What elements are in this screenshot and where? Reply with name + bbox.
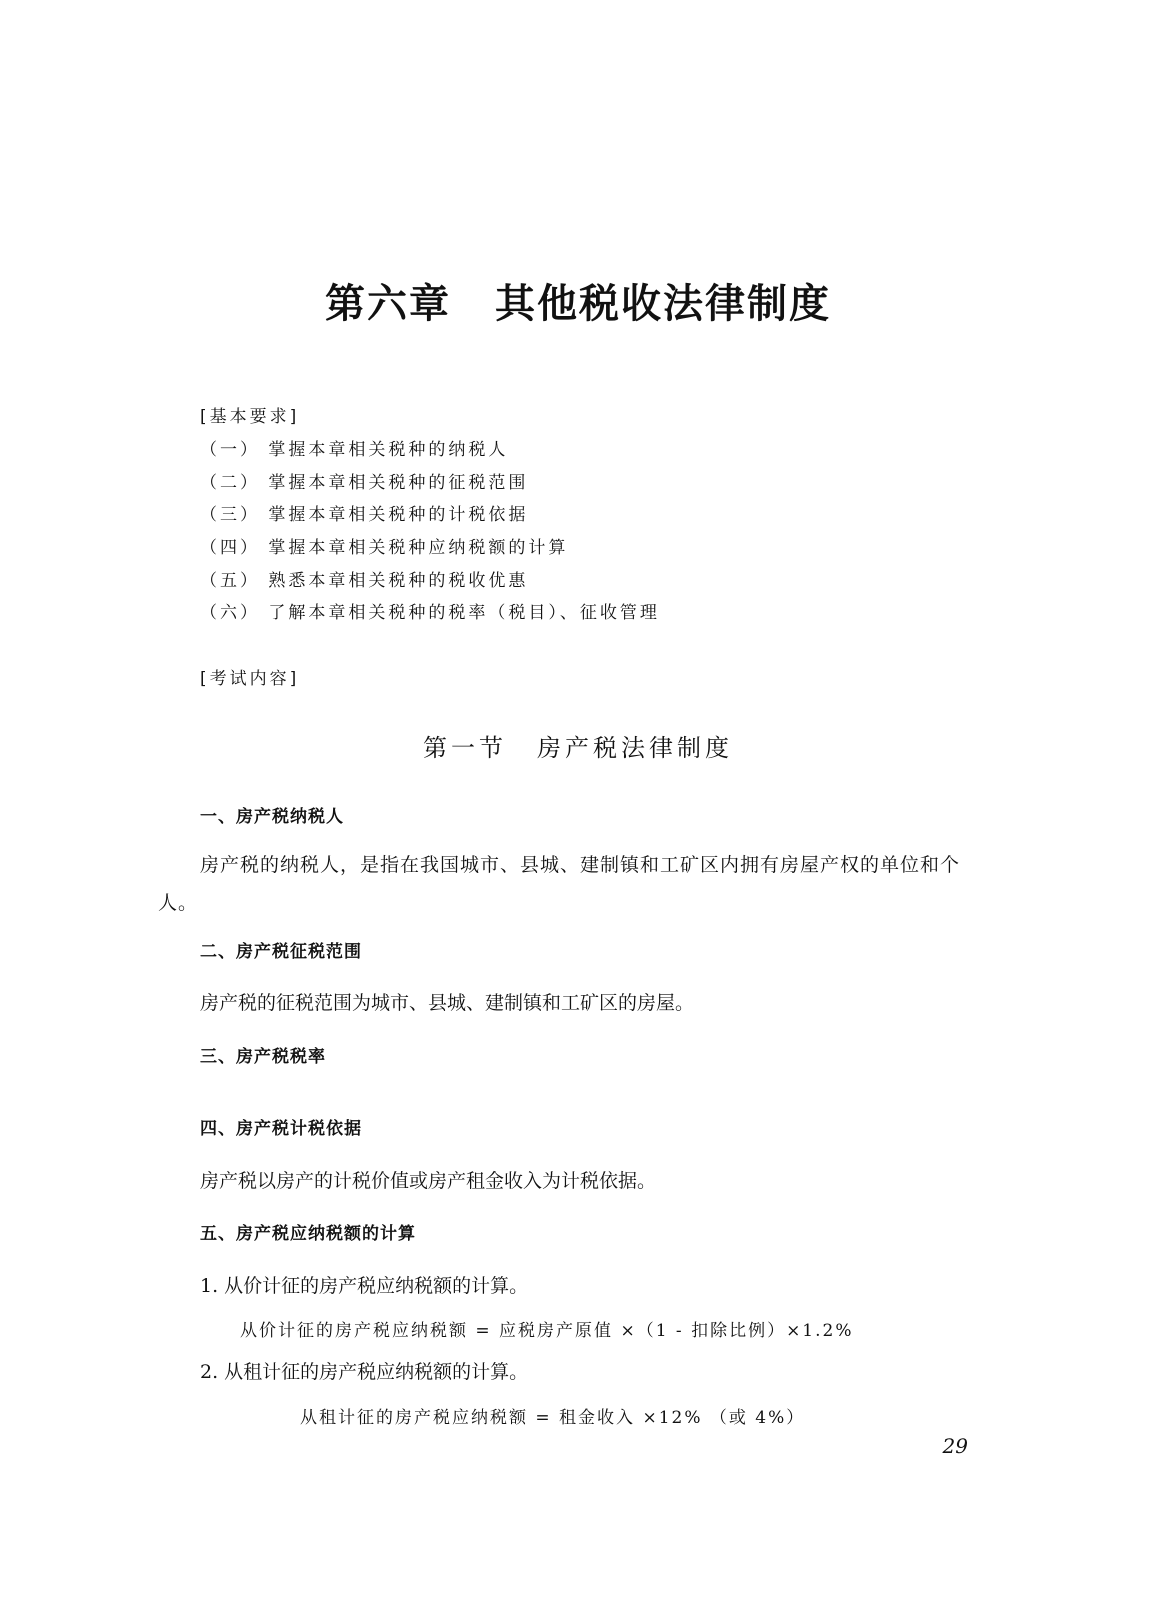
page-number: 29 xyxy=(942,1434,968,1458)
requirement-item: （六） 了解本章相关税种的税率（税目）、征收管理 xyxy=(200,603,660,623)
chapter-name: 其他税收法律制度 xyxy=(495,280,831,327)
requirement-item: （四） 掌握本章相关税种应纳税额的计算 xyxy=(200,538,569,558)
exam-content-heading: [考试内容] xyxy=(200,669,300,689)
subsection-heading: 二、房产税征税范围 xyxy=(200,942,362,962)
section-number: 第一节 xyxy=(423,734,507,762)
subsection-heading: 四、房产税计税依据 xyxy=(200,1119,362,1139)
requirement-item: （一） 掌握本章相关税种的纳税人 xyxy=(200,440,509,460)
requirement-item: （五） 熟悉本章相关税种的税收优惠 xyxy=(200,571,529,591)
section-title xyxy=(0,728,1156,763)
subsection-heading: 三、房产税税率 xyxy=(200,1047,326,1067)
requirement-item: （三） 掌握本章相关税种的计税依据 xyxy=(200,505,529,525)
requirement-item: （二） 掌握本章相关税种的征税范围 xyxy=(200,473,529,493)
requirements-heading: [基本要求] xyxy=(200,407,300,427)
paragraph: 房产税的征税范围为城市、县城、建制镇和工矿区的房屋。 xyxy=(200,992,695,1014)
chapter-number: 第六章 xyxy=(325,280,451,327)
formula: 从价计征的房产税应纳税额 = 应税房产原值 ×（1 - 扣除比例）×1.2% xyxy=(240,1321,854,1341)
subsection-heading: 五、房产税应纳税额的计算 xyxy=(200,1224,416,1244)
paragraph: 房产税以房产的计税价值或房产租金收入为计税依据。 xyxy=(200,1170,657,1192)
paragraph: 房产税的纳税人，是指在我国城市、县城、建制镇和工矿区内拥有房屋产权的单位和个人。 xyxy=(158,854,961,914)
chapter-title xyxy=(0,272,1156,329)
subsection-heading: 一、房产税纳税人 xyxy=(200,807,344,827)
section-name: 房产税法律制度 xyxy=(537,734,733,762)
formula: 从租计征的房产税应纳税额 = 租金收入 ×12% （或 4%） xyxy=(300,1408,806,1428)
calc-item: 1. 从价计征的房产税应纳税额的计算。 xyxy=(200,1275,529,1297)
calc-item: 2. 从租计征的房产税应纳税额的计算。 xyxy=(200,1361,529,1383)
